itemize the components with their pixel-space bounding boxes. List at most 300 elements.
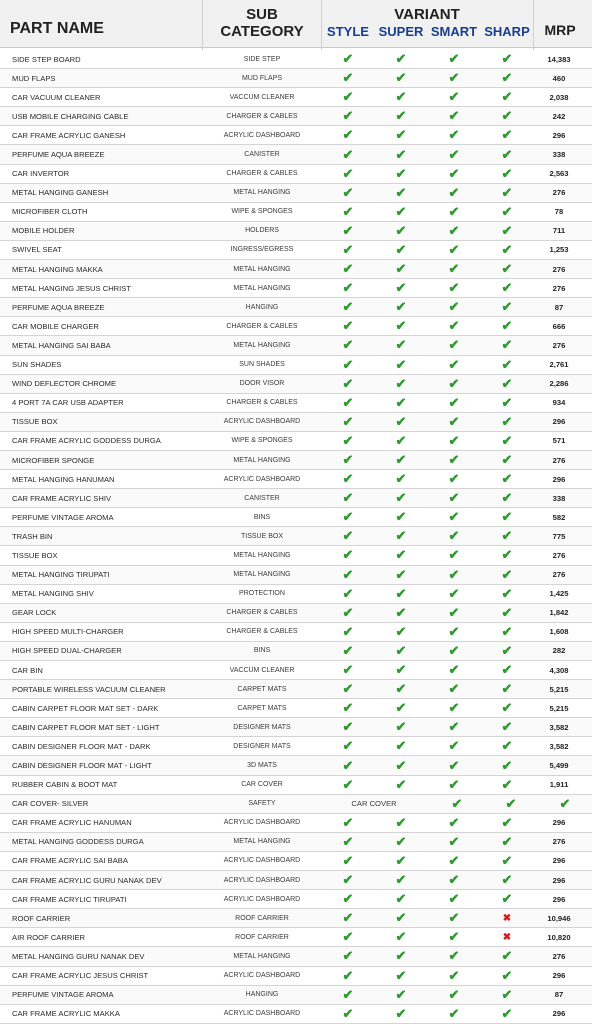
part-name-cell: TRASH BIN: [12, 531, 53, 541]
part-name-cell: MICROFIBER CLOTH: [12, 207, 88, 217]
check-icon: ✔: [448, 948, 460, 964]
variant-cell: [375, 317, 427, 335]
variant-cell: [322, 623, 374, 641]
check-icon: ✔: [395, 432, 407, 448]
part-name-cell: PORTABLE WIRELESS VACUUM CLEANER: [12, 684, 166, 694]
check-icon: ✔: [448, 547, 460, 563]
check-icon: ✔: [448, 241, 460, 257]
table-row: [0, 336, 592, 355]
part-name-cell: AIR ROOF CARRIER: [12, 932, 85, 942]
variant-cell: [322, 165, 374, 183]
check-icon: ✔: [448, 452, 460, 468]
variant-cell: [322, 413, 374, 431]
table-row: [0, 890, 592, 909]
check-icon: ✔: [501, 509, 513, 525]
variant-cell: [481, 718, 533, 736]
variant-cell: [428, 184, 480, 202]
check-icon: ✔: [395, 967, 407, 983]
sub-category-cell: METAL HANGING: [233, 952, 291, 960]
part-name-cell: TISSUE BOX: [12, 417, 58, 427]
variant-cell: [428, 527, 480, 545]
part-name-cell: METAL HANGING GANESH: [12, 188, 109, 198]
header-part-name: PART NAME: [10, 20, 104, 37]
mrp-cell: 276: [552, 550, 566, 560]
variant-cell: [375, 890, 427, 908]
table-row: [0, 222, 592, 241]
check-icon: ✔: [395, 394, 407, 410]
part-name-cell: CABIN DESIGNER FLOOR MAT - DARK: [12, 741, 151, 751]
variant-cell: [484, 795, 538, 813]
check-icon: ✔: [448, 642, 460, 658]
check-icon: ✔: [395, 203, 407, 219]
variant-cell: [322, 776, 374, 794]
check-icon: ✔: [448, 108, 460, 124]
check-icon: ✔: [342, 261, 354, 277]
variant-cell: [481, 88, 533, 106]
variant-cell: [428, 814, 480, 832]
mrp-cell: 276: [552, 570, 566, 580]
check-icon: ✔: [448, 776, 460, 792]
check-icon: ✔: [395, 261, 407, 277]
check-icon: ✔: [501, 356, 513, 372]
sub-category-cell: CANISTER: [244, 151, 280, 159]
check-icon: ✔: [395, 852, 407, 868]
check-icon: ✔: [448, 1005, 460, 1021]
sub-category-cell: WIPE & SPONGES: [231, 208, 293, 216]
table-row: [0, 260, 592, 279]
variant-cell: [322, 394, 374, 412]
mrp-cell: 460: [552, 73, 566, 83]
check-icon: ✔: [342, 757, 354, 773]
variant-cell: [481, 126, 533, 144]
check-icon: ✔: [501, 891, 513, 907]
variant-cell: [322, 222, 374, 240]
variant-cell: [322, 699, 374, 717]
table-row: [0, 833, 592, 852]
table-row: [0, 604, 592, 623]
check-icon: ✔: [501, 146, 513, 162]
variant-cell: [481, 241, 533, 259]
variant-cell: [322, 814, 374, 832]
check-icon: ✔: [501, 375, 513, 391]
mrp-cell: 87: [554, 302, 564, 312]
table-row: [0, 413, 592, 432]
mrp-cell: 276: [552, 837, 566, 847]
table-row: [0, 718, 592, 737]
check-icon: ✔: [395, 280, 407, 296]
check-icon: ✔: [395, 509, 407, 525]
check-icon: ✔: [448, 337, 460, 353]
variant-cell: [428, 489, 480, 507]
table-row: [0, 699, 592, 718]
check-icon: ✔: [448, 738, 460, 754]
check-icon: ✔: [448, 833, 460, 849]
variant-cell: [481, 928, 533, 946]
table-row: [0, 184, 592, 203]
part-name-cell: WIND DEFLECTOR CHROME: [12, 379, 117, 389]
variant-cell: [375, 833, 427, 851]
check-icon: ✔: [448, 318, 460, 334]
part-name-cell: GEAR LOCK: [12, 608, 57, 618]
check-icon: ✔: [342, 528, 354, 544]
part-name-cell: CAR FRAME ACRYLIC GANESH: [12, 130, 126, 140]
variant-cell: [322, 718, 374, 736]
check-icon: ✔: [395, 51, 407, 67]
variant-cell: [375, 279, 427, 297]
variant-cell: [375, 394, 427, 412]
variant-cell: [481, 451, 533, 469]
mrp-cell: 338: [552, 493, 566, 503]
part-name-cell: RUBBER CABIN & BOOT MAT: [12, 780, 118, 790]
mrp-cell: 296: [552, 417, 566, 427]
mrp-cell: 10,946: [547, 913, 571, 923]
mrp-cell: 934: [552, 398, 566, 408]
check-icon: ✔: [501, 184, 513, 200]
check-icon: ✔: [342, 948, 354, 964]
variant-cell: [322, 604, 374, 622]
variant-cell: [322, 145, 374, 163]
part-name-cell: SIDE STEP BOARD: [12, 54, 81, 64]
variant-cell: [481, 756, 533, 774]
variant-cell: [428, 546, 480, 564]
check-icon: ✔: [501, 833, 513, 849]
variant-cell: [481, 566, 533, 584]
check-icon: ✔: [342, 891, 354, 907]
variant-cell: [481, 489, 533, 507]
check-icon: ✔: [342, 452, 354, 468]
variant-cell: [481, 222, 533, 240]
variant-cell: [322, 451, 374, 469]
table-row: [0, 375, 592, 394]
sub-category-cell: ACRYLIC DASHBOARD: [223, 418, 301, 426]
check-icon: ✔: [448, 528, 460, 544]
variant-cell: [375, 489, 427, 507]
check-icon: ✔: [501, 642, 513, 658]
part-name-cell: SWIVEL SEAT: [12, 245, 62, 255]
check-icon: ✔: [395, 146, 407, 162]
variant-cell: [375, 986, 427, 1004]
variant-cell: [428, 604, 480, 622]
sub-category-cell: DESIGNER MATS: [233, 742, 291, 750]
variant-cell: [428, 947, 480, 965]
table-row: [0, 394, 592, 413]
part-name-cell: CABIN DESIGNER FLOOR MAT - LIGHT: [12, 761, 152, 771]
variant-cell: [481, 375, 533, 393]
variant-cell: [375, 871, 427, 889]
check-icon: ✔: [342, 184, 354, 200]
sub-category-cell: SUN SHADES: [239, 361, 285, 369]
variant-cell: [375, 947, 427, 965]
variant-cell: [481, 298, 533, 316]
check-icon: ✔: [395, 356, 407, 372]
variant-cell: [481, 317, 533, 335]
mrp-cell: 296: [552, 971, 566, 981]
check-icon: ✔: [395, 127, 407, 143]
part-name-cell: METAL HANGING SHIV: [12, 589, 94, 599]
table-row: [0, 470, 592, 489]
variant-cell: [322, 756, 374, 774]
mrp-cell: 1,253: [549, 245, 569, 255]
sub-category-cell: BINS: [253, 647, 271, 655]
table-row: [0, 737, 592, 756]
check-icon: ✔: [448, 719, 460, 735]
variant-cell: [428, 50, 480, 68]
variant-cell: [322, 470, 374, 488]
check-icon: ✔: [342, 471, 354, 487]
check-icon: ✔: [448, 604, 460, 620]
check-icon: ✔: [448, 471, 460, 487]
variant-cell: [322, 375, 374, 393]
variant-cell: [428, 680, 480, 698]
sub-category-cell: CHARGER & CABLES: [226, 170, 298, 178]
check-icon: ✔: [342, 356, 354, 372]
variant-cell: [322, 356, 374, 374]
check-icon: ✔: [501, 986, 513, 1002]
variant-cell: [481, 394, 533, 412]
variant-cell: [322, 508, 374, 526]
check-icon: ✔: [395, 910, 407, 926]
mrp-cell: 296: [552, 894, 566, 904]
variant-cell: [375, 413, 427, 431]
check-icon: ✔: [501, 280, 513, 296]
mrp-cell: 296: [552, 875, 566, 885]
table-row: [0, 203, 592, 222]
sub-category-cell: METAL HANGING: [233, 341, 291, 349]
check-icon: ✔: [342, 910, 354, 926]
variant-cell: [322, 928, 374, 946]
mrp-cell: 5,215: [549, 684, 569, 694]
variant-cell: [322, 566, 374, 584]
variant-cell: [481, 909, 533, 927]
variant-cell: [322, 680, 374, 698]
table-row: [0, 928, 592, 947]
check-icon: ✔: [342, 89, 354, 105]
check-icon: ✔: [395, 700, 407, 716]
check-icon: ✔: [501, 51, 513, 67]
check-icon: ✔: [448, 356, 460, 372]
check-icon: ✔: [501, 719, 513, 735]
check-icon: ✔: [342, 833, 354, 849]
check-icon: ✔: [501, 681, 513, 697]
sub-category-cell: INGRESS/EGRESS: [230, 246, 294, 254]
variant-cell: [322, 241, 374, 259]
part-name-cell: CABIN CARPET FLOOR MAT SET - DARK: [12, 703, 159, 713]
variant-cell: [428, 1005, 480, 1023]
variant-cell: [428, 967, 480, 985]
mrp-cell: 282: [552, 646, 566, 656]
variant-cell: [481, 680, 533, 698]
mrp-cell: 14,383: [547, 54, 571, 64]
check-icon: ✔: [342, 146, 354, 162]
variant-cell: [322, 279, 374, 297]
sub-category-cell: CANISTER: [244, 494, 280, 502]
variant-cell: [375, 260, 427, 278]
merged-variant-cell: CAR COVER: [351, 799, 397, 809]
check-icon: ✔: [448, 910, 460, 926]
variant-cell: [322, 298, 374, 316]
variant-cell: [428, 107, 480, 125]
check-icon: ✔: [501, 662, 513, 678]
variant-cell: [322, 546, 374, 564]
variant-cell: [375, 776, 427, 794]
table-row: [0, 566, 592, 585]
sub-category-cell: METAL HANGING: [233, 838, 291, 846]
table-row: [0, 909, 592, 928]
variant-cell: [481, 623, 533, 641]
check-icon: ✔: [342, 623, 354, 639]
mrp-cell: 1,911: [549, 780, 569, 790]
variant-cell: [375, 623, 427, 641]
mrp-cell: 1,425: [549, 589, 569, 599]
check-icon: ✔: [342, 872, 354, 888]
sub-category-cell: SIDE STEP: [243, 55, 281, 63]
part-name-cell: CAR FRAME ACRYLIC SHIV: [12, 493, 112, 503]
table-row: [0, 126, 592, 145]
mrp-cell: 571: [552, 436, 566, 446]
check-icon: ✔: [501, 585, 513, 601]
variant-cell: [481, 470, 533, 488]
check-icon: ✔: [395, 833, 407, 849]
variant-cell: [428, 756, 480, 774]
variant-cell: [375, 661, 427, 679]
check-icon: ✔: [501, 241, 513, 257]
variant-cell: [375, 967, 427, 985]
check-icon: ✔: [501, 623, 513, 639]
table-row: [0, 50, 592, 69]
check-icon: ✔: [395, 547, 407, 563]
sub-category-cell: CARPET MATS: [237, 704, 287, 712]
check-icon: ✔: [448, 566, 460, 582]
check-icon: ✔: [501, 872, 513, 888]
check-icon: ✔: [501, 89, 513, 105]
part-name-cell: USB MOBILE CHARGING CABLE: [12, 111, 129, 121]
sub-category-cell: ACRYLIC DASHBOARD: [223, 819, 301, 827]
check-icon: ✔: [448, 375, 460, 391]
variant-cell: [375, 642, 427, 660]
variant-cell: [375, 852, 427, 870]
check-icon: ✔: [448, 222, 460, 238]
variant-cell: [375, 241, 427, 259]
part-name-cell: METAL HANGING MAKKA: [12, 264, 103, 274]
check-icon: ✔: [448, 70, 460, 86]
variant-cell: [375, 928, 427, 946]
check-icon: ✔: [342, 814, 354, 830]
check-icon: ✔: [342, 432, 354, 448]
variant-cell: [428, 718, 480, 736]
check-icon: ✔: [448, 165, 460, 181]
variant-cell: [428, 623, 480, 641]
mrp-cell: 3,582: [549, 722, 569, 732]
part-name-cell: METAL HANGING HANUMAN: [12, 474, 115, 484]
variant-cell: [322, 203, 374, 221]
check-icon: ✔: [448, 891, 460, 907]
check-icon: ✔: [342, 222, 354, 238]
variant-cell: [428, 126, 480, 144]
check-icon: ✔: [342, 241, 354, 257]
sub-category-cell: DESIGNER MATS: [233, 723, 291, 731]
variant-cell: [322, 336, 374, 354]
variant-cell: [428, 279, 480, 297]
check-icon: ✔: [395, 528, 407, 544]
check-icon: ✔: [342, 299, 354, 315]
check-icon: ✔: [501, 127, 513, 143]
header-variant-super: SUPER: [378, 24, 424, 39]
table-row: [0, 852, 592, 871]
part-name-cell: CAR COVER- SILVER: [12, 799, 89, 809]
variant-cell: [375, 336, 427, 354]
part-name-cell: 4 PORT 7A CAR USB ADAPTER: [12, 398, 124, 408]
variant-cell: [428, 890, 480, 908]
sub-category-cell: VACCUM CLEANER: [229, 666, 295, 674]
sub-category-cell: CHARGER & CABLES: [226, 322, 298, 330]
variant-cell: [481, 967, 533, 985]
check-icon: ✔: [501, 203, 513, 219]
table-row: [0, 947, 592, 966]
table-row: [0, 871, 592, 890]
part-name-cell: CAR FRAME ACRYLIC SAI BABA: [12, 856, 128, 866]
variant-cell: [322, 909, 374, 927]
mrp-cell: 276: [552, 264, 566, 274]
check-icon: ✔: [501, 299, 513, 315]
check-icon: ✔: [342, 1005, 354, 1021]
check-icon: ✔: [342, 776, 354, 792]
variant-cell: [428, 508, 480, 526]
check-icon: ✔: [342, 986, 354, 1002]
variant-cell: [322, 1005, 374, 1023]
check-icon: ✔: [342, 337, 354, 353]
mrp-cell: 10,820: [547, 932, 571, 942]
check-icon: ✔: [451, 795, 463, 811]
variant-cell: [481, 833, 533, 851]
check-icon: ✔: [342, 509, 354, 525]
mrp-cell: 775: [552, 531, 566, 541]
check-icon: ✔: [501, 337, 513, 353]
part-name-cell: CAR INVERTOR: [12, 169, 70, 179]
check-icon: ✔: [501, 471, 513, 487]
mrp-cell: 666: [552, 321, 566, 331]
sub-category-cell: TISSUE BOX: [240, 532, 283, 540]
check-icon: ✔: [395, 184, 407, 200]
sub-category-cell: BINS: [253, 513, 271, 521]
variant-cell: [428, 356, 480, 374]
variant-cell: [481, 356, 533, 374]
sub-category-cell: CHARGER & CABLES: [226, 399, 298, 407]
check-icon: ✔: [448, 146, 460, 162]
part-name-cell: SUN SHADES: [12, 360, 62, 370]
part-name-cell: CAR VACUUM CLEANER: [12, 92, 101, 102]
sub-category-cell: DOOR VISOR: [239, 380, 285, 388]
check-icon: ✔: [342, 70, 354, 86]
check-icon: ✔: [448, 852, 460, 868]
variant-cell: [481, 814, 533, 832]
check-icon: ✔: [342, 929, 354, 945]
check-icon: ✔: [395, 1005, 407, 1021]
variant-cell: [428, 375, 480, 393]
table-row: [0, 356, 592, 375]
mrp-cell: 296: [552, 474, 566, 484]
sub-category-cell: METAL HANGING: [233, 551, 291, 559]
variant-cell: [375, 566, 427, 584]
variant-cell: [481, 604, 533, 622]
check-icon: ✔: [395, 241, 407, 257]
mrp-cell: 78: [554, 207, 564, 217]
check-icon: ✔: [501, 852, 513, 868]
variant-cell: [481, 527, 533, 545]
check-icon: ✔: [395, 929, 407, 945]
sub-category-cell: HOLDERS: [245, 227, 279, 235]
check-icon: ✔: [342, 700, 354, 716]
sub-category-cell: CHARGER & CABLES: [226, 628, 298, 636]
